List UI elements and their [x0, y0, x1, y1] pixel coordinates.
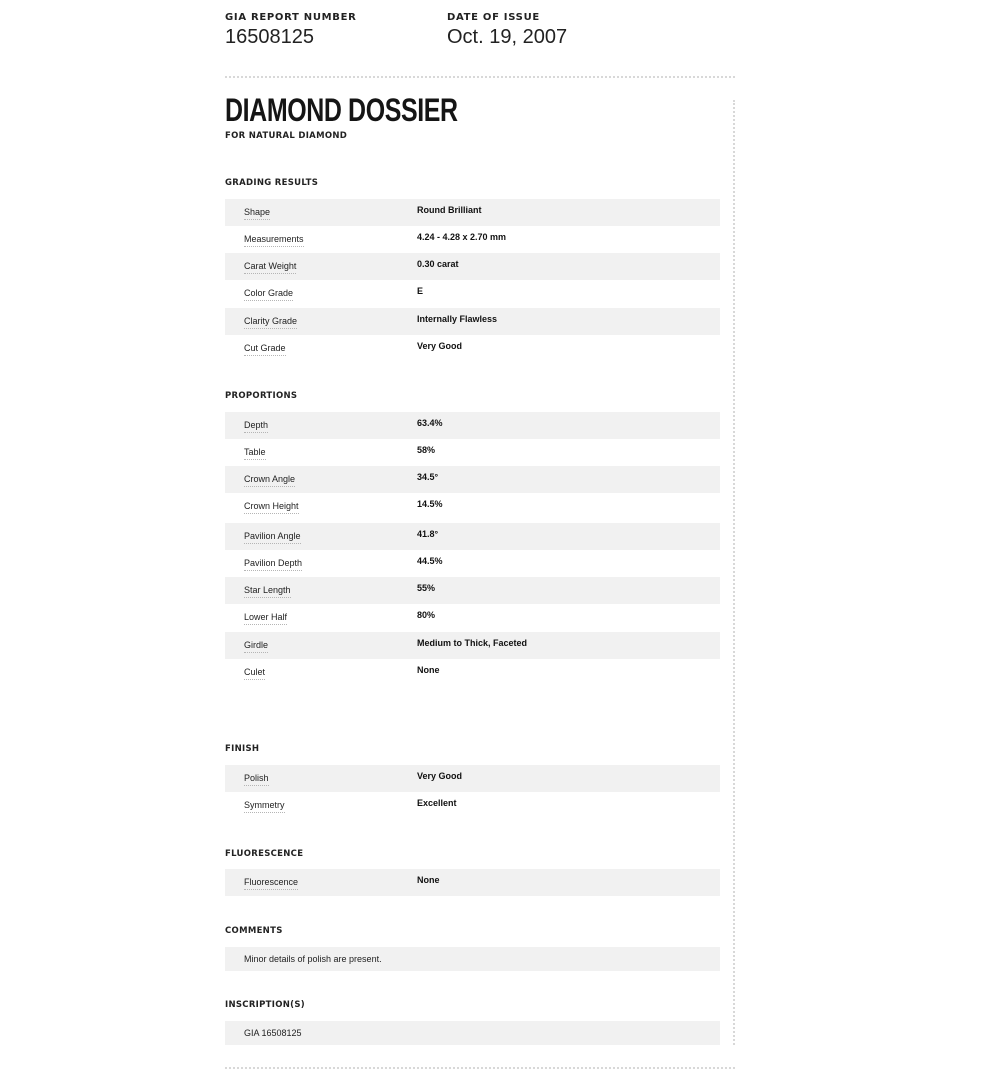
proportions-row-lower-half — [225, 604, 720, 631]
row-label: Color Grade — [244, 288, 293, 301]
grading-row-measurements — [225, 226, 720, 253]
proportions-row-pavilion-depth — [225, 550, 720, 577]
row-label: Polish — [244, 773, 269, 786]
finish-row-symmetry — [225, 792, 720, 819]
row-value: 58% — [417, 445, 436, 455]
fluorescence-heading: FLUORESCENCE — [225, 849, 304, 859]
row-label: Girdle — [244, 640, 268, 653]
proportions-row-pavilion-angle — [225, 523, 720, 550]
content-right-border — [733, 100, 735, 1045]
row-value: Very Good — [417, 771, 463, 781]
row-label: Pavilion Angle — [244, 531, 301, 544]
row-label: Culet — [244, 667, 265, 680]
report-number-value: 16508125 — [225, 26, 314, 48]
grading-row-carat-weight — [225, 253, 720, 280]
row-value: Internally Flawless — [417, 314, 498, 324]
row-value: 80% — [417, 610, 436, 620]
proportions-row-girdle — [225, 632, 720, 659]
row-label: Depth — [244, 420, 268, 433]
row-label: Crown Height — [244, 501, 299, 514]
row-value: None — [417, 665, 440, 675]
row-value: 14.5% — [417, 499, 443, 509]
proportions-row-star-length — [225, 577, 720, 604]
row-label: Fluorescence — [244, 877, 298, 890]
row-label: Measurements — [244, 234, 304, 247]
proportions-row-crown-height — [225, 493, 720, 520]
row-value: 4.24 - 4.28 x 2.70 mm — [417, 232, 507, 242]
inscription-text: GIA 16508125 — [244, 1028, 302, 1038]
row-value: Round Brilliant — [417, 205, 482, 215]
inscriptions-heading: INSCRIPTION(S) — [225, 1000, 305, 1010]
row-value: None — [417, 875, 440, 885]
footer-divider — [225, 1067, 735, 1069]
proportions-row-culet — [225, 659, 720, 686]
grading-row-clarity-grade — [225, 308, 720, 335]
date-of-issue-label: DATE OF ISSUE — [447, 12, 540, 23]
row-value: E — [417, 286, 424, 296]
dossier-subtitle: FOR NATURAL DIAMOND — [225, 131, 348, 141]
row-label: Crown Angle — [244, 474, 295, 487]
proportions-row-crown-angle — [225, 466, 720, 493]
finish-heading: FINISH — [225, 744, 260, 754]
fluorescence-row — [225, 869, 720, 896]
report-number-label: GIA REPORT NUMBER — [225, 12, 357, 23]
header-divider — [225, 76, 735, 78]
row-value: 41.8° — [417, 529, 439, 539]
row-label: Star Length — [244, 585, 291, 598]
row-value: 44.5% — [417, 556, 443, 566]
row-label: Carat Weight — [244, 261, 296, 274]
row-label: Clarity Grade — [244, 316, 297, 329]
inscriptions-box — [225, 1021, 720, 1045]
row-label: Shape — [244, 207, 270, 220]
finish-row-polish — [225, 765, 720, 792]
proportions-row-table — [225, 439, 720, 466]
grading-row-cut-grade — [225, 335, 720, 362]
row-value: Medium to Thick, Faceted — [417, 638, 528, 648]
grading-row-color-grade — [225, 280, 720, 307]
grading-results-heading: GRADING RESULTS — [225, 178, 319, 188]
row-label: Lower Half — [244, 612, 287, 625]
row-label: Symmetry — [244, 800, 285, 813]
row-value: 0.30 carat — [417, 259, 459, 269]
row-value: Very Good — [417, 341, 463, 351]
row-value: Excellent — [417, 798, 457, 808]
comments-heading: COMMENTS — [225, 926, 283, 936]
row-value: 63.4% — [417, 418, 443, 428]
proportions-heading: PROPORTIONS — [225, 391, 298, 401]
row-label: Table — [244, 447, 266, 460]
proportions-row-depth — [225, 412, 720, 439]
row-label: Cut Grade — [244, 343, 286, 356]
grading-row-shape — [225, 199, 720, 226]
row-value: 55% — [417, 583, 436, 593]
comments-text: Minor details of polish are present. — [244, 954, 382, 964]
date-of-issue-value: Oct. 19, 2007 — [447, 26, 568, 48]
comments-box — [225, 947, 720, 971]
dossier-title: DIAMOND DOSSIER — [225, 92, 458, 128]
row-value: 34.5° — [417, 472, 439, 482]
row-label: Pavilion Depth — [244, 558, 302, 571]
